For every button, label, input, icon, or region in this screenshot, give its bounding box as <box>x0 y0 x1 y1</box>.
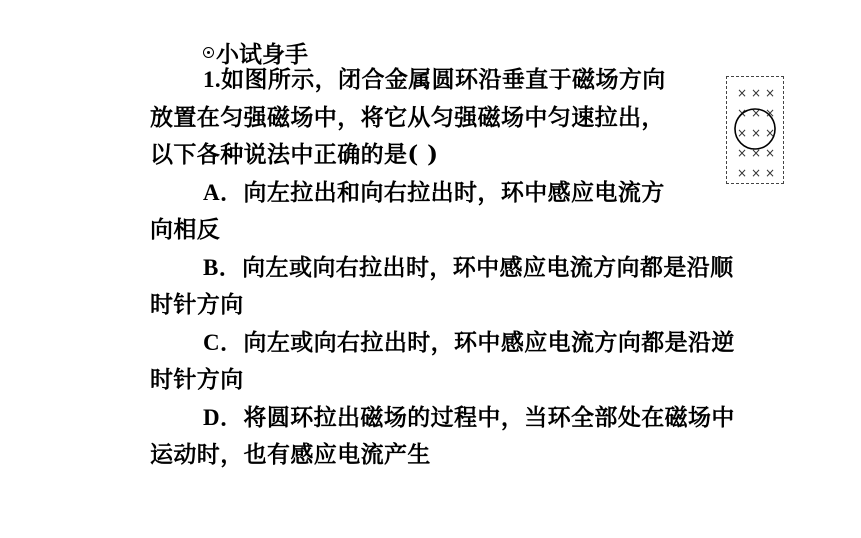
field-cross-4-1: × <box>750 166 762 180</box>
circle-dot-icon <box>203 47 214 58</box>
option-c-line-2: 时针方向 <box>150 366 244 393</box>
field-cross-1-1: × <box>750 106 762 120</box>
field-cross-2-2: × <box>764 126 776 140</box>
section-title: 小试身手 <box>216 41 308 68</box>
field-cross-0-2: × <box>764 86 776 100</box>
field-cross-0-1: × <box>750 86 762 100</box>
field-cross-2-1: × <box>750 126 762 140</box>
option-d-line-1: D．将圆环拉出磁场的过程中，当环全部处在磁场中 <box>203 404 735 431</box>
section-heading <box>203 36 308 69</box>
field-cross-2-0: × <box>736 126 748 140</box>
field-cross-3-1: × <box>750 146 762 160</box>
field-diagram <box>727 77 785 185</box>
option-a-line-2: 向相反 <box>150 216 221 243</box>
option-d-letter: D <box>203 405 221 430</box>
option-b-letter: B <box>203 255 219 280</box>
field-cross-1-2: × <box>764 106 776 120</box>
option-a-letter: A <box>203 180 221 205</box>
field-cross-0-0: × <box>736 86 748 100</box>
field-crosses <box>737 86 775 180</box>
option-b-line-1: B．向左或向右拉出时，环中感应电流方向都是沿顺 <box>203 254 734 281</box>
question-stem-line-2: 放置在匀强磁场中，将它从匀强磁场中匀速拉出， <box>150 104 665 131</box>
option-a-line-1: A．向左拉出和向右拉出时，环中感应电流方 <box>203 179 665 206</box>
option-d-line-2: 运动时，也有感应电流产生 <box>150 441 431 468</box>
magnetic-field-figure <box>726 76 784 184</box>
option-c-letter: C <box>203 330 221 355</box>
field-cross-4-2: × <box>764 166 776 180</box>
question-stem-line-1: 1.如图所示，闭合金属圆环沿垂直于磁场方向 <box>203 66 666 93</box>
field-cross-3-0: × <box>736 146 748 160</box>
question-number: 1. <box>203 67 222 92</box>
field-cross-3-2: × <box>764 146 776 160</box>
field-cross-4-0: × <box>736 166 748 180</box>
field-cross-1-0: × <box>736 106 748 120</box>
option-c-line-1: C．向左或向右拉出时，环中感应电流方向都是沿逆 <box>203 329 735 356</box>
question-stem-line-3: 以下各种说法中正确的是( ) <box>150 141 439 168</box>
option-b-line-2: 时针方向 <box>150 291 244 318</box>
